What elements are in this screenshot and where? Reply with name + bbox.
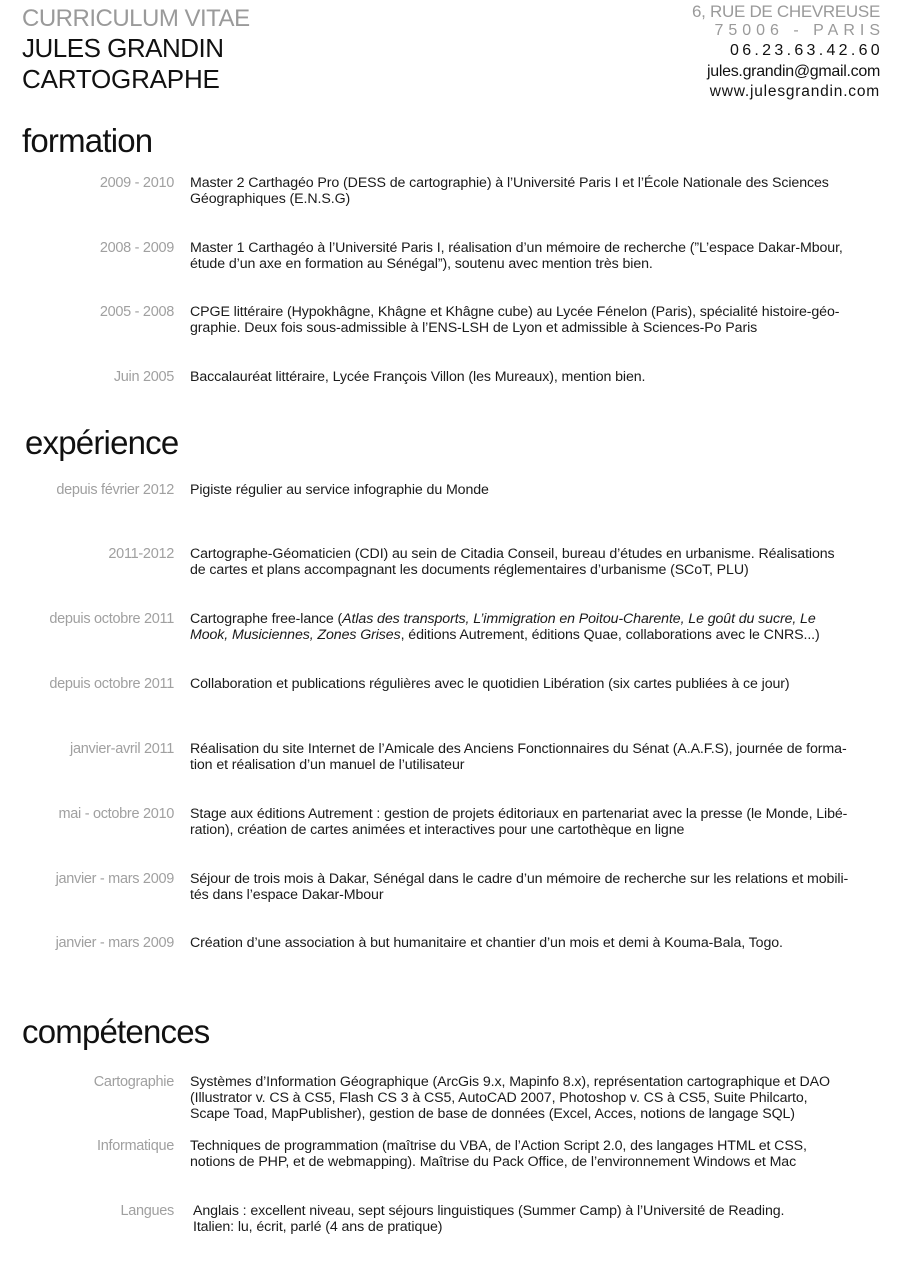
entry-date: 2009 - 2010 xyxy=(99,175,174,191)
skill-description: Systèmes d’Information Géographique (ArcGis 9.x, Mapinfo 8.x), représentation cartographique et DAO (Illustrator v. CS à CS5, Flash CS 3 à CS5, AutoCAD 2007, Photoshop v. CS à CS5, Suite Philcarto, Scape Toad, MapPublisher), gestion de base de données (Excel, Acces, notions de langage SQL) xyxy=(190,1074,830,1122)
entry-description: Master 2 Carthagéo Pro (DESS de cartographie) à l’Université Paris I et l’École Nationale des Sciences Géographiques (E.N.S.G) xyxy=(190,175,829,207)
section-title-formation: formation xyxy=(22,122,153,159)
entry-description: Pigiste régulier au service infographie du Monde xyxy=(190,482,489,498)
cv-label: CURRICULUM VITAE xyxy=(22,5,250,32)
entry-text-suffix: , éditions Autrement, éditions Quae, collaborations avec le CNRS...) xyxy=(400,627,820,643)
entry-description: Master 1 Carthagéo à l’Université Paris I, réalisation d’un mémoire de recherche (”L’espace Dakar-Mbour, étude d’un axe en formation au Sénégal”), soutenu avec mention très bien. xyxy=(190,240,843,272)
entry-description: Séjour de trois mois à Dakar, Sénégal dans le cadre d’un mémoire de recherche sur les relations et mobili- tés dans l’espace Dakar-Mbour xyxy=(190,871,849,903)
entry-date: janvier - mars 2009 xyxy=(55,935,174,951)
section-title-experience: expérience xyxy=(25,424,179,461)
entry-description: Création d’une association à but humanitaire et chantier d’un mois et demi à Kouma-Bala, Togo. xyxy=(190,935,783,951)
entry-description: CPGE littéraire (Hypokhâgne, Khâgne et Khâgne cube) au Lycée Fénelon (Paris), spécialité histoire-géo- graphie. Deux fois sous-admissible à l’ENS-LSH de Lyon et admissible à Sciences-Po Paris xyxy=(190,304,840,336)
entry-date: janvier - mars 2009 xyxy=(55,871,174,887)
entry-description: Cartographe-Géomaticien (CDI) au sein de Citadia Conseil, bureau d’études en urbanisme. Réalisations de cartes et plans accompagnant les documents réglementaires d’urbanisme (SCoT, PLU) xyxy=(190,546,835,578)
entry-text-prefix: Cartographe free-lance ( xyxy=(190,611,343,627)
phone-number: 06.23.63.42.60 xyxy=(730,42,883,59)
header-contact xyxy=(692,2,885,102)
entry-description: Réalisation du site Internet de l’Amicale des Anciens Fonctionnaires du Sénat (A.A.F.S), journée de forma- tion et réalisation d’un manuel de l’utilisateur xyxy=(190,741,847,773)
job-title: CARTOGRAPHE xyxy=(22,64,220,94)
header-identity xyxy=(22,4,250,95)
entry-date: mai - octobre 2010 xyxy=(58,806,174,822)
entry-date: depuis février 2012 xyxy=(56,482,174,498)
email-address[interactable]: jules.grandin@gmail.com xyxy=(707,63,880,80)
skill-category: Informatique xyxy=(97,1138,174,1154)
section-title-competences: compétences xyxy=(22,1013,210,1050)
entry-date: 2011-2012 xyxy=(108,546,174,562)
skill-description: Techniques de programmation (maîtrise du VBA, de l’Action Script 2.0, des langages HTML et CSS, notions de PHP, et de webmapping). Maîtrise du Pack Office, de l’environnement Windows et Mac xyxy=(190,1138,807,1170)
skill-description: Anglais : excellent niveau, sept séjours linguistiques (Summer Camp) à l’Université de Reading. Italien: lu, écrit, parlé (4 ans de pratique) xyxy=(193,1203,785,1235)
entry-description: Baccalauréat littéraire, Lycée François Villon (les Mureaux), mention bien. xyxy=(190,369,646,385)
entry-date: janvier-avril 2011 xyxy=(70,741,174,757)
entry-date: 2005 - 2008 xyxy=(99,304,174,320)
skill-category: Langues xyxy=(120,1203,174,1219)
skill-category: Cartographie xyxy=(93,1074,174,1090)
address-street: 6, RUE DE CHEVREUSE xyxy=(692,2,880,21)
website-link[interactable]: www.julesgrandin.com xyxy=(709,83,880,100)
entry-date: depuis octobre 2011 xyxy=(49,611,174,627)
candidate-name: JULES GRANDIN xyxy=(22,33,224,63)
entry-description: Collaboration et publications régulières avec le quotidien Libération (six cartes publiées à ce jour) xyxy=(190,676,790,692)
entry-date: Juin 2005 xyxy=(113,369,174,385)
entry-date: 2008 - 2009 xyxy=(99,240,174,256)
entry-description xyxy=(190,611,860,643)
entry-date: depuis octobre 2011 xyxy=(49,676,174,692)
entry-text-italic: Atlas des transports, L’immigration en Poitou-Charente, Le goût du sucre, Le Mook, Musiciennes, Zones Grises xyxy=(190,611,816,643)
entry-description: Stage aux éditions Autrement : gestion de projets éditoriaux en partenariat avec la presse (le Monde, Libé- ration), création de cartes animées et interactives pour une cartothèque en ligne xyxy=(190,806,848,838)
address-city: 75006 - PARIS xyxy=(714,22,885,39)
